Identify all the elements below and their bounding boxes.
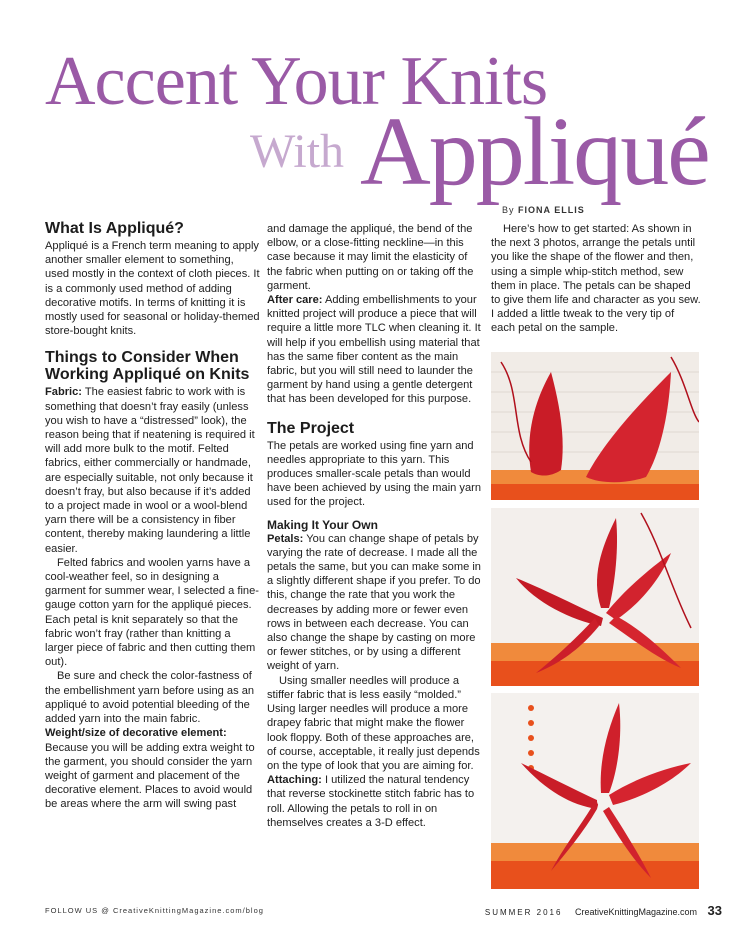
byline-author: FIONA ELLIS — [518, 205, 585, 215]
paragraph-after-care — [267, 293, 482, 407]
lead-petals: Petals: — [267, 532, 304, 545]
photo-finished-flower — [491, 693, 699, 889]
column-1 — [45, 220, 260, 812]
paragraph-fabric — [45, 385, 260, 555]
paragraph-continued: and damage the appliqué, the bend of the elbow, or a close-fitting neckline—in this case because it may limit the elasticity of the fabric when putting on or taking off the garment. — [267, 223, 474, 292]
title-applique: Appliqué — [360, 98, 709, 206]
page-number: 33 — [707, 903, 722, 918]
text-weight: Because you will be adding extra weight to the garment, you should consider the yarn weight of garment and placement of the decorative element. Places to avoid would be areas where the arm will swing past — [45, 741, 255, 811]
footer-site: CreativeKnittingMagazine.com — [574, 907, 698, 917]
text-fabric: The easiest fabric to work with is something that doesn’t fray easily (unless you wish to have a “distressed” look), the reason being that if neatening is required it will add more bulk to the motif. Felted fabrics, either commercially or handmade, are especially suitable, not only because it doesn’t fray, but also because if it’s added to a project made in wool or a wool-blend yarn there will be a consistency in fiber content, thereby making laundering a little easier. — [45, 386, 255, 555]
heading-things-to-consider: Things to Consider When Working Appliqué on Knits — [45, 349, 250, 384]
footer-right — [485, 903, 722, 918]
paragraph-colorfastness: Be sure and check the color-fastness of the embellishment yarn before using as an appliqué to avoid potential bleeding of the added yarn into the main fabric. — [45, 670, 255, 726]
photo-two-petals — [491, 352, 699, 500]
paragraph-project: The petals are worked using fine yarn and needles appropriate to this yarn. This produces smaller-scale petals than would have been achieved by using the main yarn used for the project. — [267, 439, 482, 509]
lead-after-care: After care: — [267, 294, 323, 307]
footer-follow-us: FOLLOW US @ CreativeKnittingMagazine.com/blog — [45, 906, 264, 915]
photo-arranged-flower — [491, 508, 699, 686]
paragraph-attaching — [267, 773, 482, 830]
column-3 — [491, 222, 701, 336]
text-petals: You can change shape of petals by varying the rate of decrease. I made all the petals the same, but you can make some in a slightly different shape if you prefer. To do this, change the rate that you work the decreases by adding more or fewer even rows in between each decrease. You can also change the shape by casting on more or fewer stitches, or by using a different weight of yarn. — [267, 532, 481, 673]
heading-what-is-applique: What Is Appliqué? — [45, 220, 184, 237]
text-attaching: I utilized the natural tendency that reverse stockinette stitch fabric has to roll. Allowing the petals to roll in on themselves creates a 3-D effect. — [267, 774, 475, 829]
lead-fabric: Fabric: — [45, 386, 82, 399]
title-with: With — [250, 125, 345, 178]
paragraph-what-is-applique: Appliqué is a French term meaning to apply another smaller element to something, used mostly in the context of cloth pieces. It is a commonly used method of adding decorative motifs. In terms of knitting it is mostly used for seasonal or holiday-themed store-bought knits. — [45, 240, 260, 338]
lead-weight: Weight/size of decorative element: — [45, 727, 227, 740]
paragraph-needles: Using smaller needles will produce a stiffer fabric that is less easily “molded.” Using larger needles will produce a more drapey fabric that might make the flower look floppy. Both of these approaches are, of course, acceptable, it really just depends on the type of look that you are aiming for. — [267, 674, 480, 772]
text-after-care: Adding embellishments to your knitted project will produce a piece that will require a little more TLC when cleaning it. It will help if you embellish using material that has the same fiber content as the main fabric, but you will still need to launder the garment by hand using a gentle detergent that has been developed for this purpose. — [267, 294, 481, 406]
paragraph-getting-started: Here’s how to get started: As shown in the next 3 photos, arrange the petals until you like the shape of the flower and then, using a simple whip-stitch method, sew them in place. The petals can be shaped to give them life and character as you sew. I added a little tweak to the very tip of each petal on the sample. — [491, 223, 701, 335]
lead-attaching: Attaching: — [267, 774, 322, 787]
paragraph-weight — [45, 726, 260, 811]
paragraph-felted: Felted fabrics and woolen yarns have a cool-weather feel, so in designing a garment for summer wear, I selected a fine-gauge cotton yarn for the appliqué pieces. Each petal is knit separately so that the fabric won’t fray (rather than knitting a larger piece of fabric and then cutting them out). — [45, 556, 259, 669]
heading-making-it-your-own: Making It Your Own — [267, 517, 378, 532]
photo-two-petals-graphic — [491, 352, 699, 500]
photo-finished-flower-graphic — [491, 693, 699, 889]
title-line-1: Accent Your Knits — [45, 43, 548, 120]
heading-the-project: The Project — [267, 419, 355, 437]
footer-season: SUMMER 2016 — [484, 908, 563, 917]
byline-prefix: By — [502, 205, 515, 215]
photo-arranged-flower-graphic — [491, 508, 699, 686]
byline — [502, 205, 585, 215]
paragraph-petals — [267, 532, 482, 674]
column-2 — [267, 222, 482, 830]
